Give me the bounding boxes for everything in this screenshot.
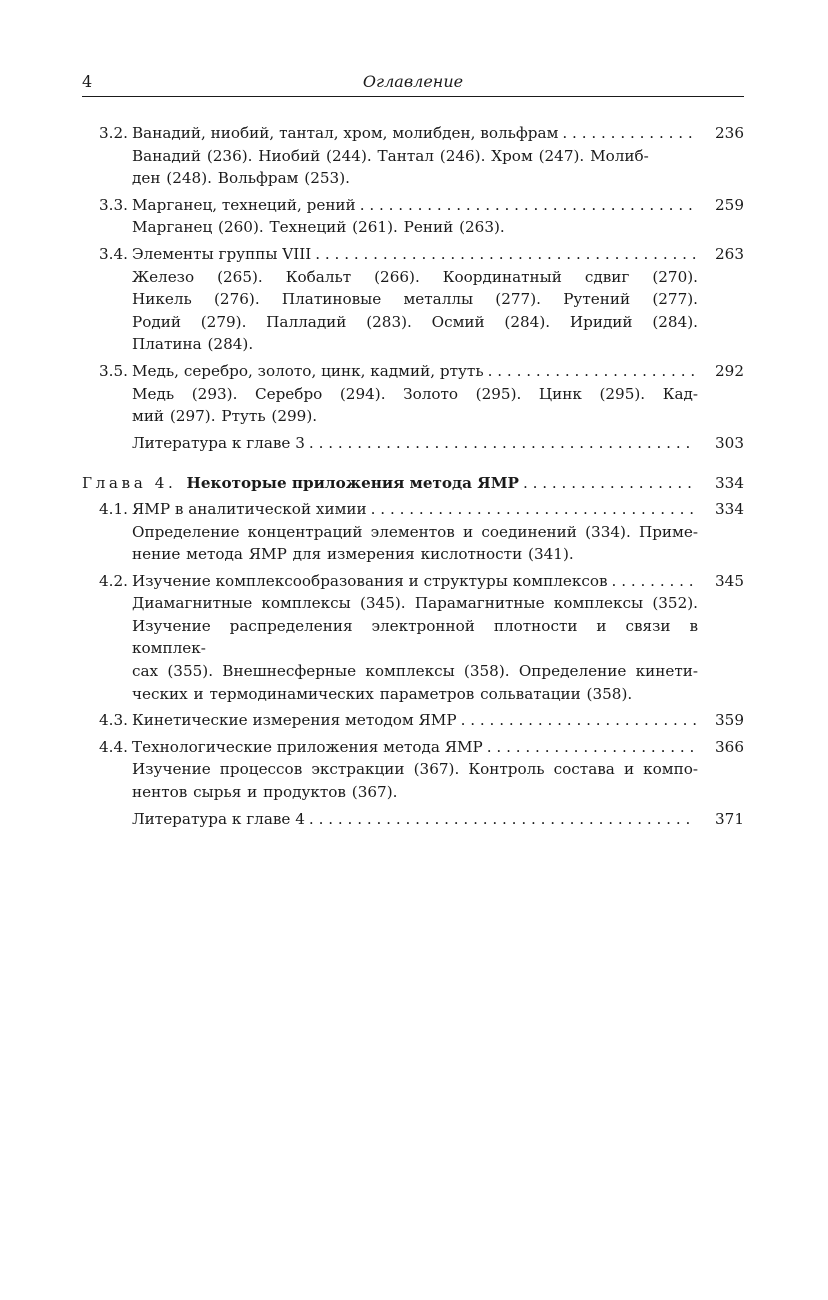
running-title: Оглавление bbox=[362, 72, 464, 91]
desc-line: Изучение процессов экстракции (367). Контроль состава и компо- bbox=[132, 760, 698, 779]
toc-entry-3-5[interactable] bbox=[82, 360, 744, 428]
section-title: Марганец, технеций, рений bbox=[132, 195, 356, 214]
toc-entry-4-2[interactable] bbox=[82, 570, 744, 706]
page-ref: 334 bbox=[715, 474, 744, 493]
desc-line: Марганец (260). Технеций (261). Рений (263). bbox=[132, 218, 505, 237]
dot-leader bbox=[309, 808, 696, 831]
toc-entry-4-3[interactable] bbox=[82, 709, 744, 732]
chapter-label: Глава 4. bbox=[82, 474, 177, 493]
dot-leader bbox=[562, 122, 696, 145]
page-ref: 359 bbox=[715, 711, 744, 730]
dot-leader bbox=[360, 194, 696, 217]
toc-entry-literature-3[interactable] bbox=[82, 432, 744, 455]
dot-leader bbox=[612, 570, 696, 593]
section-title: Технологические приложения метода ЯМР bbox=[132, 737, 483, 756]
page-ref: 345 bbox=[715, 571, 744, 590]
section-number: 3.3. bbox=[99, 195, 128, 214]
section-description bbox=[132, 216, 698, 239]
section-number: 3.5. bbox=[99, 361, 128, 380]
desc-line: Никель (276). Платиновые металлы (277). Рутений (277). bbox=[132, 290, 698, 309]
desc-line: Изучение распределения электронной плотности и связи в комплек- bbox=[132, 616, 698, 658]
toc-entry-4-1[interactable] bbox=[82, 498, 744, 566]
literature-title: Литература к главе 4 bbox=[132, 809, 305, 828]
literature-title: Литература к главе 3 bbox=[132, 433, 305, 452]
page-ref: 236 bbox=[715, 124, 744, 142]
dot-leader bbox=[371, 498, 696, 521]
section-number: 4.4. bbox=[99, 737, 128, 756]
section-number: 4.3. bbox=[99, 711, 128, 730]
page-ref: 334 bbox=[715, 499, 744, 518]
dot-leader bbox=[315, 243, 696, 266]
page-ref: 259 bbox=[715, 195, 744, 214]
desc-line: сах (355). Внешнесферные комплексы (358). Определение кинети- bbox=[132, 662, 698, 681]
page-ref: 366 bbox=[715, 737, 744, 756]
desc-line: нение метода ЯМР для измерения кислотности (341). bbox=[132, 545, 574, 564]
toc-entry-3-3[interactable] bbox=[82, 194, 744, 239]
chapter-title: Некоторые приложения метода ЯМР bbox=[186, 474, 519, 493]
desc-line: Ванадий (236). Ниобий (244). Тантал (246). Хром (247). Молиб- bbox=[132, 146, 649, 165]
section-description bbox=[132, 521, 698, 566]
page-ref: 263 bbox=[715, 244, 744, 263]
desc-line: Родий (279). Палладий (283). Осмий (284). Иридий (284). bbox=[132, 312, 698, 331]
dot-leader bbox=[488, 360, 696, 383]
section-title: Элементы группы VIII bbox=[132, 244, 312, 263]
desc-line: Определение концентраций элементов и соединений (334). Приме- bbox=[132, 522, 698, 541]
page-ref: 303 bbox=[715, 433, 744, 452]
toc-entry-3-2[interactable] bbox=[82, 122, 744, 190]
page-number: 4 bbox=[82, 72, 93, 91]
section-title: ЯМР в аналитической химии bbox=[132, 499, 367, 518]
section-description bbox=[132, 383, 698, 428]
desc-line: ден (248). Вольфрам (253). bbox=[132, 169, 350, 188]
page-ref: 292 bbox=[715, 361, 744, 380]
desc-line: Медь (293). Серебро (294). Золото (295). Цинк (295). Кад- bbox=[132, 384, 698, 403]
dot-leader bbox=[523, 472, 696, 495]
section-title: Медь, серебро, золото, цинк, кадмий, ртуть bbox=[132, 361, 484, 380]
dot-leader bbox=[309, 432, 696, 455]
section-description bbox=[132, 145, 698, 190]
section-number: 4.1. bbox=[99, 499, 128, 518]
toc-chapter-4[interactable] bbox=[82, 472, 744, 495]
desc-line: ческих и термодинамических параметров сольватации (358). bbox=[132, 684, 633, 703]
section-description bbox=[132, 266, 698, 356]
dot-leader bbox=[487, 736, 696, 759]
table-of-contents bbox=[82, 122, 744, 834]
toc-entry-3-4[interactable] bbox=[82, 243, 744, 356]
desc-line: Железо (265). Кобальт (266). Координатный сдвиг (270). bbox=[132, 267, 698, 286]
toc-entry-4-4[interactable] bbox=[82, 736, 744, 804]
desc-line: Платина (284). bbox=[132, 335, 254, 354]
section-description bbox=[132, 592, 698, 705]
section-description bbox=[132, 758, 698, 803]
desc-line: нентов сырья и продуктов (367). bbox=[132, 783, 398, 802]
desc-line: мий (297). Ртуть (299). bbox=[132, 407, 318, 426]
page-header bbox=[82, 70, 744, 97]
section-title: Изучение комплексообразования и структуры комплексов bbox=[132, 571, 608, 590]
section-number: 4.2. bbox=[99, 571, 128, 590]
section-number: 3.4. bbox=[99, 244, 128, 263]
dot-leader bbox=[461, 709, 696, 732]
toc-entry-literature-4[interactable] bbox=[82, 808, 744, 831]
page-ref: 371 bbox=[715, 809, 744, 828]
section-title: Кинетические измерения методом ЯМР bbox=[132, 711, 457, 730]
section-title: Ванадий, ниобий, тантал, хром, молибден, вольфрам bbox=[132, 124, 559, 142]
desc-line: Диамагнитные комплексы (345). Парамагнитные комплексы (352). bbox=[132, 594, 698, 613]
section-number: 3.2. bbox=[99, 124, 128, 142]
